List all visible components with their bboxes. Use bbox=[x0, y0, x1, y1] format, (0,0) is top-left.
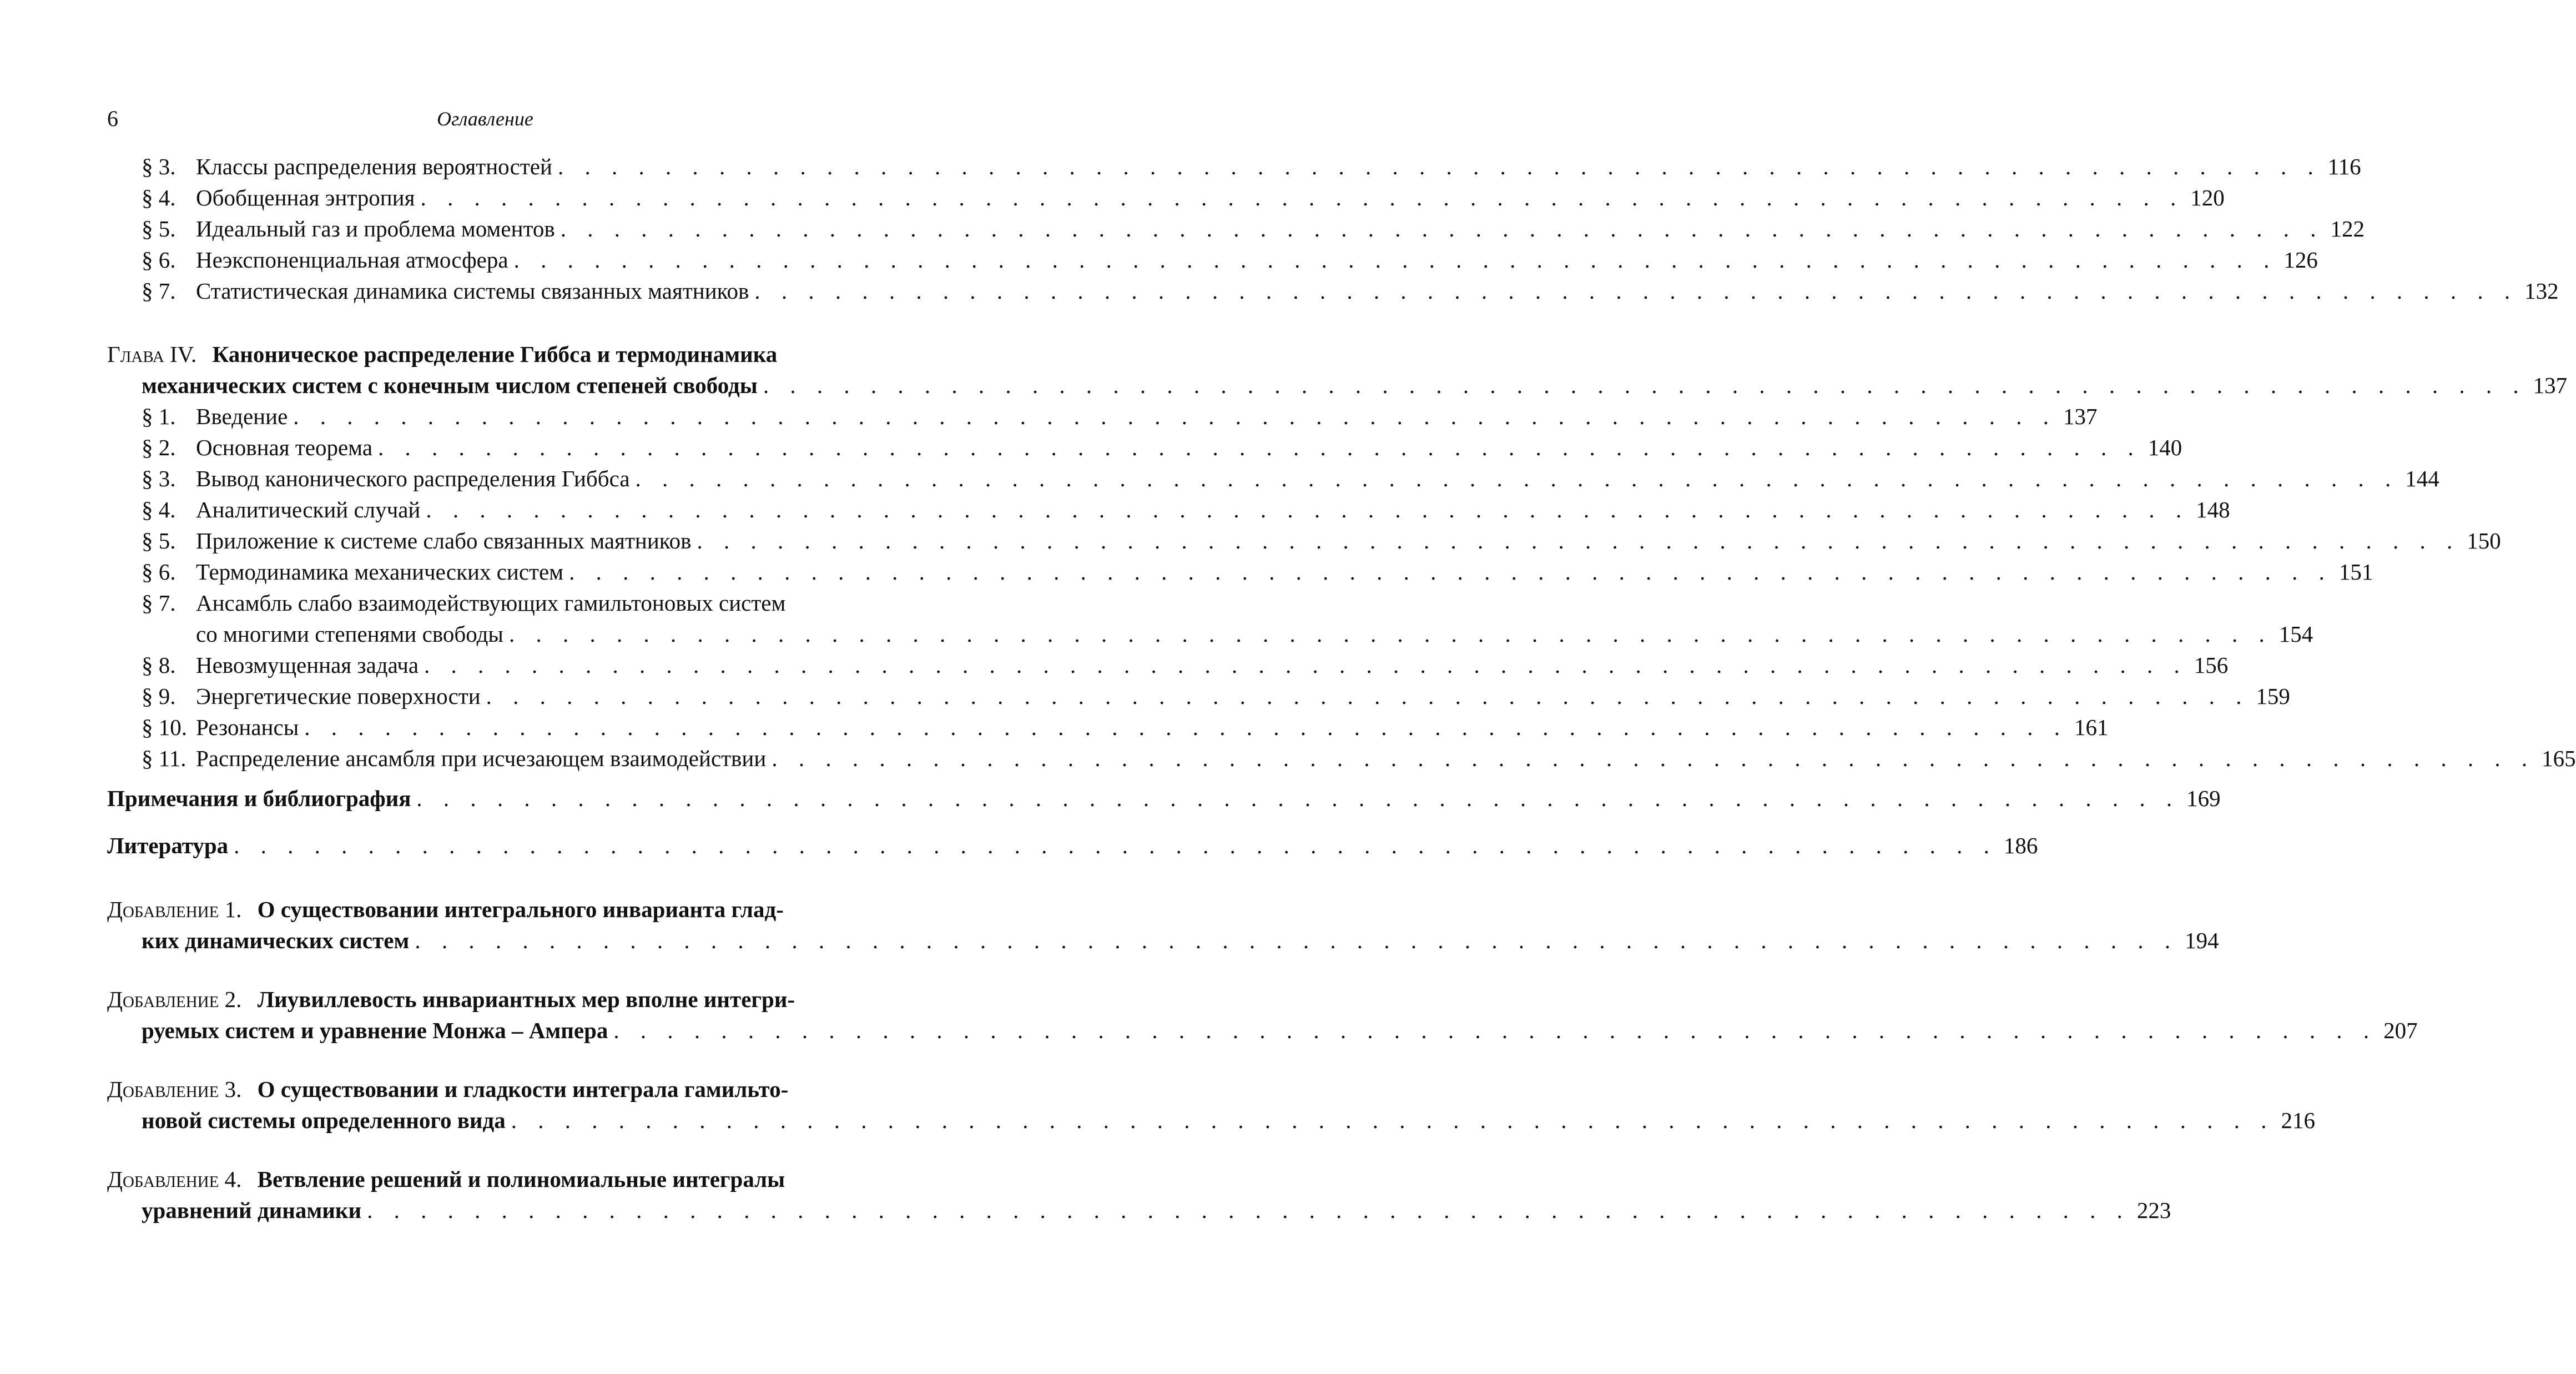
section-title-continued: со многими степенями свободы bbox=[196, 621, 503, 647]
dot-leader: . . . . . . . . . . . . . . . . . . . . . . . . . . . . . . . . . . . . . . . . . . . . . . . . . . . . . . . . . . . . . . . . . . bbox=[560, 216, 2324, 241]
toc-row[interactable] bbox=[107, 432, 2182, 463]
chapter-label: Глава IV. bbox=[107, 341, 197, 367]
toc-notes bbox=[107, 783, 2221, 814]
page-ref: 150 bbox=[2467, 528, 2501, 553]
toc-row[interactable] bbox=[107, 681, 2290, 712]
section-number: § 5. bbox=[142, 528, 176, 553]
toc-row[interactable] bbox=[107, 556, 2373, 587]
page-ref: 120 bbox=[2190, 185, 2225, 210]
dot-leader: . . . . . . . . . . . . . . . . . . . . . . . . . . . . . . . . . . . . . . . . . . . . . . . . . . . . . . . . . . . . . . . . . . bbox=[697, 528, 2461, 553]
section-title: Идеальный газ и проблема моментов bbox=[196, 216, 555, 241]
section-title: Ансамбль слабо взаимодействующих гамильтоновых систем bbox=[196, 590, 786, 616]
toc-row[interactable] bbox=[107, 244, 2318, 275]
toc-literature bbox=[107, 830, 2038, 861]
page-ref: 216 bbox=[2281, 1108, 2315, 1133]
section-title: Приложение к системе слабо связанных маятников bbox=[196, 528, 692, 553]
page-ref: 116 bbox=[2327, 154, 2361, 179]
dot-leader: . . . . . . . . . . . . . . . . . . . . . . . . . . . . . . . . . . . . . . . . . . . . . . . . . . . . . . . . . . . . . . . . . . bbox=[234, 833, 1997, 858]
toc-row[interactable] bbox=[107, 650, 2229, 681]
section-title: Классы распределения вероятностей bbox=[196, 154, 552, 179]
dot-leader: . . . . . . . . . . . . . . . . . . . . . . . . . . . . . . . . . . . . . . . . . . . . . . . . . . . . . . . . . . . . . . . . . . bbox=[772, 746, 2535, 771]
toc-row[interactable] bbox=[107, 182, 2225, 213]
page-ref: 161 bbox=[2074, 714, 2109, 740]
section-title: Невозмущенная задача bbox=[196, 652, 419, 678]
page-ref: 194 bbox=[2185, 928, 2219, 953]
section-title: Термодинамика механических систем bbox=[196, 559, 564, 585]
toc-row[interactable] bbox=[107, 783, 2221, 814]
page-ref: 137 bbox=[2063, 404, 2098, 429]
toc-row[interactable] bbox=[107, 401, 2098, 432]
section-title: Основная теорема bbox=[196, 435, 373, 460]
toc-row[interactable] bbox=[107, 275, 2559, 306]
toc-row[interactable] bbox=[107, 830, 2038, 861]
appendix-heading-line1[interactable] bbox=[107, 1164, 863, 1195]
chapter-title: Каноническое распределение Гиббса и термодинамика bbox=[212, 341, 778, 367]
running-title: Оглавление bbox=[437, 108, 533, 130]
dot-leader: . . . . . . . . . . . . . . . . . . . . . . . . . . . . . . . . . . . . . . . . . . . . . . . . . . . . . . . . . . . . . . . . . . bbox=[513, 247, 2277, 273]
toc-appendix-4 bbox=[107, 1164, 2171, 1226]
appendix-title: Ветвление решений и полиномиальные интегралы bbox=[257, 1166, 785, 1192]
appendix-title-continued: руемых систем и уравнение Монжа – Ампера bbox=[142, 1018, 608, 1043]
toc-row-line1[interactable] bbox=[107, 587, 863, 618]
page-ref: 151 bbox=[2338, 559, 2373, 585]
section-number: § 3. bbox=[142, 154, 176, 179]
section-number: § 4. bbox=[142, 497, 176, 522]
appendix-heading-line2[interactable] bbox=[107, 1105, 2315, 1136]
dot-leader: . . . . . . . . . . . . . . . . . . . . . . . . . . . . . . . . . . . . . . . . . . . . . . . . . . . . . . . . . . . . . . . . . . bbox=[569, 559, 2332, 585]
section-title: Неэкспоненциальная атмосфера bbox=[196, 247, 508, 273]
page-ref: 207 bbox=[2383, 1018, 2418, 1043]
section-title: Статистическая динамика системы связанных маятников bbox=[196, 278, 749, 304]
appendix-label: Добавление 3. bbox=[107, 1076, 242, 1102]
toc-row[interactable] bbox=[107, 743, 2576, 774]
page-ref: 122 bbox=[2330, 216, 2365, 241]
appendix-title: О существовании и гладкости интеграла гамильто- bbox=[257, 1076, 789, 1102]
page-ref: 154 bbox=[2278, 621, 2313, 647]
section-number: § 7. bbox=[142, 278, 176, 304]
toc-appendix-3 bbox=[107, 1074, 2315, 1136]
chapter-title-continued: механических систем с конечным числом степеней свободы bbox=[142, 373, 758, 398]
appendix-heading-line1[interactable] bbox=[107, 894, 863, 925]
dot-leader: . . . . . . . . . . . . . . . . . . . . . . . . . . . . . . . . . . . . . . . . . . . . . . . . . . . . . . . . . . . . . . . . . . bbox=[486, 683, 2250, 709]
appendix-heading-line1[interactable] bbox=[107, 984, 863, 1015]
dot-leader: . . . . . . . . . . . . . . . . . . . . . . . . . . . . . . . . . . . . . . . . . . . . . . . . . . . . . . . . . . . . . . . . . . bbox=[613, 1018, 2377, 1043]
chapter-heading-line1[interactable] bbox=[107, 339, 863, 370]
appendix-title: Лиувиллевость инвариантных мер вполне интегри- bbox=[257, 987, 795, 1012]
dot-leader: . . . . . . . . . . . . . . . . . . . . . . . . . . . . . . . . . . . . . . . . . . . . . . . . . . . . . . . . . . . . . . . . . . bbox=[293, 404, 2057, 429]
toc-appendix-1 bbox=[107, 894, 2219, 956]
section-title: Обобщенная энтропия bbox=[196, 185, 415, 210]
toc-row[interactable] bbox=[107, 494, 2230, 525]
toc-row[interactable] bbox=[107, 463, 2439, 494]
appendix-heading-line2[interactable] bbox=[107, 925, 2219, 956]
section-number: § 6. bbox=[142, 247, 176, 273]
page-number: 6 bbox=[107, 106, 118, 131]
page-ref: 169 bbox=[2186, 786, 2221, 811]
appendix-label: Добавление 1. bbox=[107, 897, 242, 922]
toc-chapter-4 bbox=[107, 339, 2576, 774]
page-ref: 156 bbox=[2194, 652, 2229, 678]
appendix-title-continued: ких динамических систем bbox=[142, 928, 410, 953]
page-ref: 137 bbox=[2533, 373, 2568, 398]
section-number: § 3. bbox=[142, 466, 176, 491]
toc-prev-chapter-sections bbox=[107, 151, 2559, 306]
chapter-heading-line2[interactable] bbox=[107, 370, 2568, 401]
dot-leader: . . . . . . . . . . . . . . . . . . . . . . . . . . . . . . . . . . . . . . . . . . . . . . . . . . . . . . . . . . . . . . . . . . bbox=[416, 786, 2180, 811]
section-number: § 4. bbox=[142, 185, 176, 210]
toc-row[interactable] bbox=[107, 525, 2501, 556]
dot-leader: . . . . . . . . . . . . . . . . . . . . . . . . . . . . . . . . . . . . . . . . . . . . . . . . . . . . . . . . . . . . . . . . . . bbox=[754, 278, 2518, 304]
dot-leader: . . . . . . . . . . . . . . . . . . . . . . . . . . . . . . . . . . . . . . . . . . . . . . . . . . . . . . . . . . . . . . . . . . bbox=[415, 928, 2179, 953]
dot-leader: . . . . . . . . . . . . . . . . . . . . . . . . . . . . . . . . . . . . . . . . . . . . . . . . . . . . . . . . . . . . . . . . . . bbox=[763, 373, 2527, 398]
literature-title: Литература bbox=[107, 833, 229, 858]
toc-row[interactable] bbox=[107, 213, 2365, 244]
page-ref: 159 bbox=[2256, 683, 2290, 709]
appendix-label: Добавление 2. bbox=[107, 987, 242, 1012]
dot-leader: . . . . . . . . . . . . . . . . . . . . . . . . . . . . . . . . . . . . . . . . . . . . . . . . . . . . . . . . . . . . . . . . . . bbox=[635, 466, 2399, 491]
section-title: Вывод канонического распределения Гиббса bbox=[196, 466, 630, 491]
page-ref: 165 bbox=[2542, 746, 2576, 771]
section-number: § 8. bbox=[142, 652, 176, 678]
appendix-heading-line1[interactable] bbox=[107, 1074, 863, 1105]
page-ref: 223 bbox=[2136, 1197, 2171, 1223]
section-number: § 6. bbox=[142, 559, 176, 585]
dot-leader: . . . . . . . . . . . . . . . . . . . . . . . . . . . . . . . . . . . . . . . . . . . . . . . . . . . . . . . . . . . . . . . . . . bbox=[426, 497, 2190, 522]
appendix-title: О существовании интегрального инварианта глад- bbox=[257, 897, 784, 922]
section-number: § 9. bbox=[142, 683, 176, 709]
page-ref: 186 bbox=[2003, 833, 2038, 858]
dot-leader: . . . . . . . . . . . . . . . . . . . . . . . . . . . . . . . . . . . . . . . . . . . . . . . . . . . . . . . . . . . . . . . . . . bbox=[304, 714, 2068, 740]
section-number: § 2. bbox=[142, 435, 176, 460]
page-ref: 140 bbox=[2147, 435, 2182, 460]
running-header bbox=[107, 104, 863, 133]
dot-leader: . . . . . . . . . . . . . . . . . . . . . . . . . . . . . . . . . . . . . . . . . . . . . . . . . . . . . . . . . . . . . . . . . . bbox=[511, 1108, 2275, 1133]
toc-row-line2[interactable] bbox=[107, 618, 2313, 650]
page-ref: 132 bbox=[2524, 278, 2559, 304]
toc-row[interactable] bbox=[107, 151, 2361, 182]
page-ref: 126 bbox=[2283, 247, 2318, 273]
section-title: Введение bbox=[196, 404, 288, 429]
appendix-heading-line2[interactable] bbox=[107, 1015, 2418, 1046]
dot-leader: . . . . . . . . . . . . . . . . . . . . . . . . . . . . . . . . . . . . . . . . . . . . . . . . . . . . . . . . . . . . . . . . . . bbox=[420, 185, 2184, 210]
toc-appendix-2 bbox=[107, 984, 2418, 1046]
section-title: Распределение ансамбля при исчезающем взаимодействии bbox=[196, 746, 767, 771]
appendix-label: Добавление 4. bbox=[107, 1166, 242, 1192]
section-number: § 1. bbox=[142, 404, 176, 429]
page-ref: 148 bbox=[2196, 497, 2230, 522]
appendix-title-continued: новой системы определенного вида bbox=[142, 1108, 506, 1133]
section-number: § 7. bbox=[142, 590, 176, 616]
section-title: Резонансы bbox=[196, 714, 299, 740]
notes-title: Примечания и библиография bbox=[107, 786, 411, 811]
page-ref: 144 bbox=[2405, 466, 2439, 491]
section-number: § 5. bbox=[142, 216, 176, 241]
dot-leader: . . . . . . . . . . . . . . . . . . . . . . . . . . . . . . . . . . . . . . . . . . . . . . . . . . . . . . . . . . . . . . . . . . bbox=[424, 652, 2187, 678]
section-title: Энергетические поверхности bbox=[196, 683, 481, 709]
dot-leader: . . . . . . . . . . . . . . . . . . . . . . . . . . . . . . . . . . . . . . . . . . . . . . . . . . . . . . . . . . . . . . . . . . bbox=[378, 435, 2141, 460]
toc-row[interactable] bbox=[107, 712, 2109, 743]
dot-leader: . . . . . . . . . . . . . . . . . . . . . . . . . . . . . . . . . . . . . . . . . . . . . . . . . . . . . . . . . . . . . . . . . . bbox=[557, 154, 2321, 179]
dot-leader: . . . . . . . . . . . . . . . . . . . . . . . . . . . . . . . . . . . . . . . . . . . . . . . . . . . . . . . . . . . . . . . . . . bbox=[367, 1197, 2130, 1223]
appendix-heading-line2[interactable] bbox=[107, 1195, 2171, 1226]
section-number: § 11. bbox=[142, 746, 186, 771]
dot-leader: . . . . . . . . . . . . . . . . . . . . . . . . . . . . . . . . . . . . . . . . . . . . . . . . . . . . . . . . . . . . . . . . . . bbox=[508, 621, 2272, 647]
section-number: § 10. bbox=[142, 714, 187, 740]
appendix-title-continued: уравнений динамики bbox=[142, 1197, 362, 1223]
section-title: Аналитический случай bbox=[196, 497, 421, 522]
